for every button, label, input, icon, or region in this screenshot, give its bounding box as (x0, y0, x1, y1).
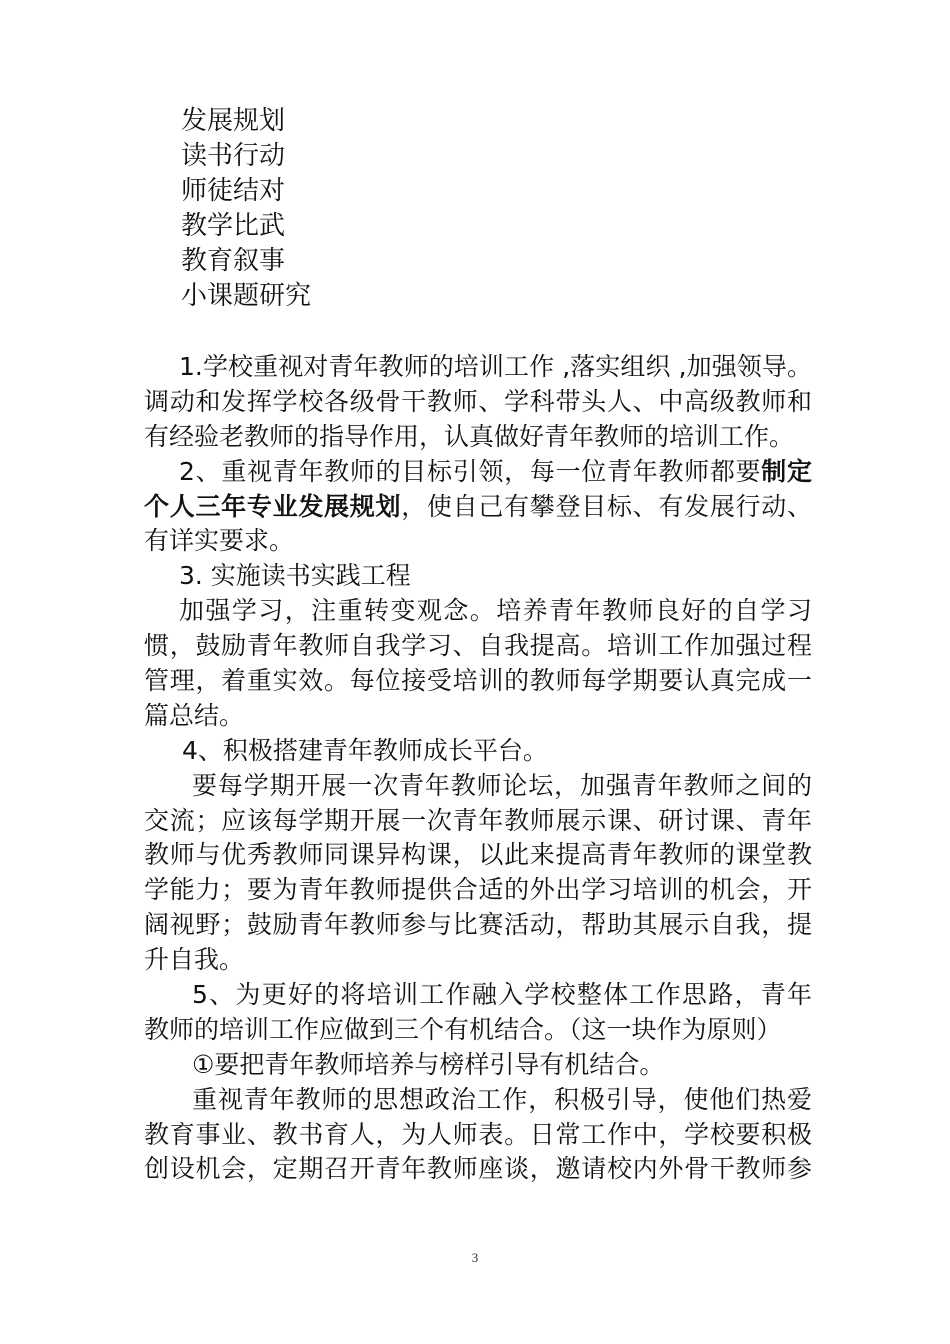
section-heading: 3. 实施读书实践工程 (179, 561, 411, 591)
list-item: 师徒结对 (181, 176, 286, 206)
paragraph-line: 重视青年教师的思想政治工作，积极引导，使他们热爱 (192, 1084, 812, 1114)
list-item: 教学比武 (181, 211, 286, 241)
list-item: 发展规划 (181, 106, 286, 136)
paragraph-line: 惯，鼓励青年教师自我学习、自我提高。培训工作加强过程 (144, 631, 812, 661)
bold-text: 个人三年专业发展规划 (144, 491, 402, 521)
topic-list (181, 104, 311, 314)
paragraph-line (144, 455, 812, 490)
list-item: 小课题研究 (181, 281, 312, 311)
paragraph-line: 交流；应该每学期开展一次青年教师展示课、研讨课、青年 (144, 805, 812, 835)
paragraph-line: 有经验老教师的指导作用，认真做好青年教师的培训工作。 (144, 421, 795, 451)
list-item: 读书行动 (181, 141, 286, 171)
paragraph-line: 教师与优秀教师同课异构课，以此来提高青年教师的课堂教 (144, 840, 812, 870)
body-text (144, 350, 812, 1187)
paragraph-line: 要每学期开展一次青年教师论坛，加强青年教师之间的 (192, 770, 812, 800)
paragraph-line: 加强学习，注重转变观念。培养青年教师良好的自学习 (179, 596, 812, 626)
paragraph-line: 调动和发挥学校各级骨干教师、学科带头人、中高级教师和 (144, 386, 812, 416)
paragraph-line: 学能力；要为青年教师提供合适的外出学习培训的机会，开 (144, 875, 812, 905)
paragraph-text: 2、重视青年教师的目标引领，每一位青年教师都要 (179, 456, 762, 486)
page-number: 3 (471, 1250, 479, 1265)
paragraph-text: ，使自己有攀登目标、有发展行动、 (401, 491, 812, 521)
paragraph-line: 管理，着重实效。每位接受培训的教师每学期要认真完成一 (144, 666, 812, 696)
paragraph-line: 教育事业、教书育人，为人师表。日常工作中，学校要积极 (144, 1119, 812, 1149)
paragraph-line: 阔视野；鼓励青年教师参与比赛活动，帮助其展示自我，提 (144, 910, 812, 940)
paragraph-line: 1.学校重视对青年教师的培训工作 ,落实组织 ,加强领导。 (179, 352, 812, 381)
list-item: 教育叙事 (181, 246, 286, 276)
paragraph-line: 创设机会，定期召开青年教师座谈，邀请校内外骨干教师参 (144, 1154, 812, 1184)
bold-text: 制定 (761, 456, 812, 486)
paragraph-line (144, 490, 812, 525)
paragraph-line: 有详实要求。 (144, 526, 295, 556)
paragraph-line: 5、为更好的将培训工作融入学校整体工作思路，青年 (192, 980, 812, 1010)
section-heading: 4、积极搭建青年教师成长平台。 (182, 735, 548, 765)
paragraph-line: 升自我。 (144, 945, 245, 975)
section-heading: ①要把青年教师培养与榜样引导有机结合。 (192, 1049, 665, 1079)
paragraph-line: 篇总结。 (144, 700, 245, 730)
paragraph-line: 教师的培训工作应做到三个有机结合。（这一块作为原则） (144, 1014, 782, 1044)
